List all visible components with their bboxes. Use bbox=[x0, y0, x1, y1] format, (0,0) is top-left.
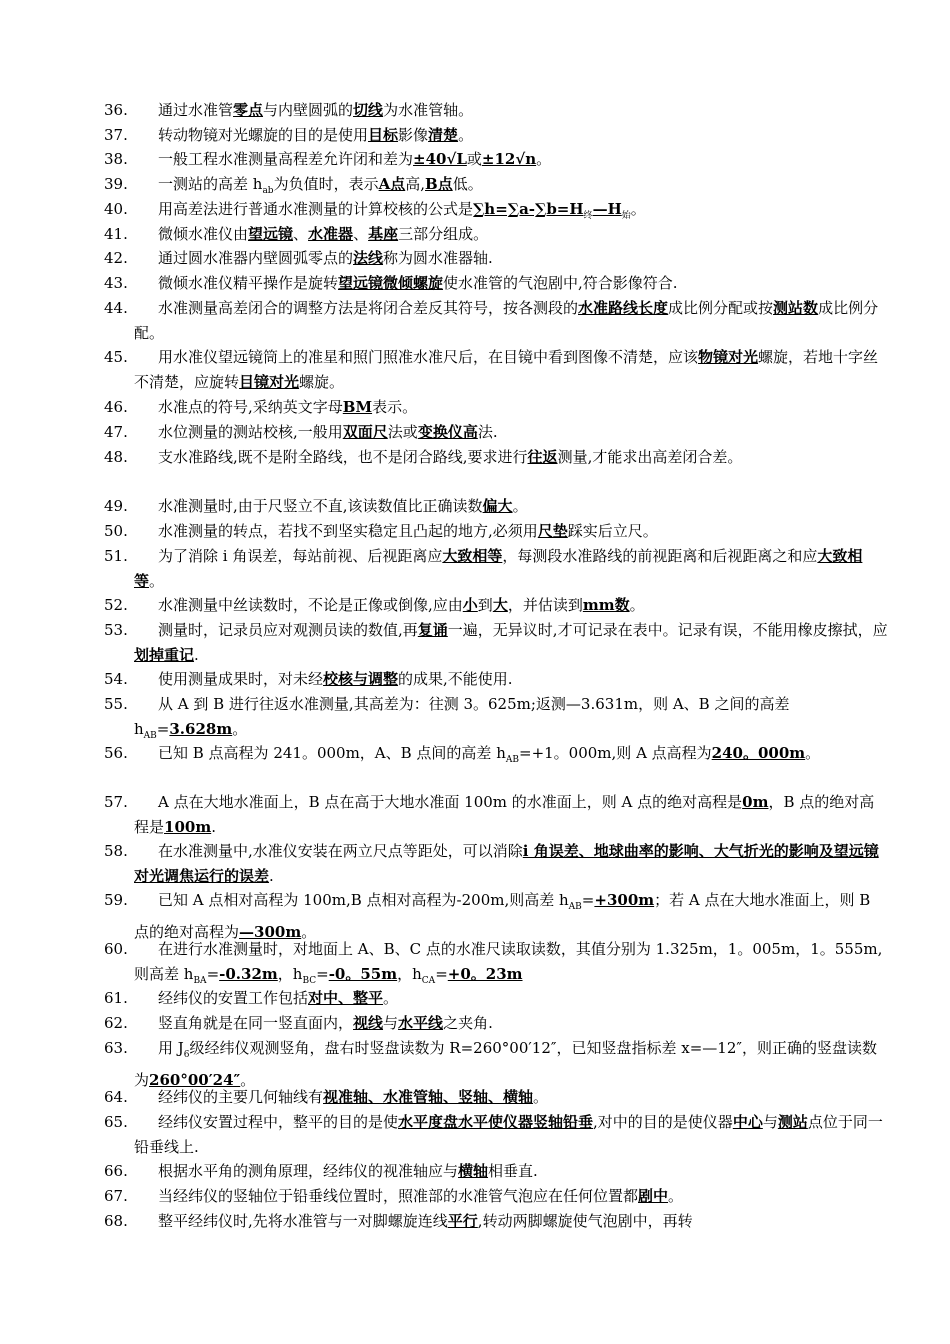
question-text: 一遍，无异议时,才可记录在表中。记录有误，不能用橡皮擦拭，应 bbox=[447, 621, 888, 639]
answer-text: 水平度盘水平使仪器竖轴铅垂 bbox=[398, 1113, 594, 1131]
list-item bbox=[104, 741, 888, 773]
item-text bbox=[158, 522, 658, 540]
question-text: 、 bbox=[293, 225, 309, 243]
question-text: 一般工程水准测量高程差允许闭和差为 bbox=[158, 150, 414, 168]
answer-text: —300m bbox=[239, 922, 302, 941]
question-text: 用高差法进行普通水准测量的计算校核的公式是 bbox=[158, 200, 474, 218]
list-item bbox=[104, 790, 888, 839]
question-text: 微倾水准仪由 bbox=[158, 225, 249, 243]
answer-text: 法线 bbox=[353, 249, 384, 267]
item-number: 39. bbox=[104, 175, 128, 193]
item-number: 44. bbox=[104, 299, 128, 317]
question-text: 已知 A 点相对高程为 100m,B 点相对高程为-200m,则高差 h bbox=[158, 891, 569, 909]
item-number: 53. bbox=[104, 621, 128, 639]
list-item bbox=[104, 888, 888, 944]
item-number: 58. bbox=[104, 842, 128, 860]
answer-text: 测站 bbox=[777, 1113, 808, 1131]
answer-text: 3.628m bbox=[169, 719, 233, 738]
item-number: 46. bbox=[104, 398, 128, 416]
list-item bbox=[104, 1011, 888, 1036]
question-text: . bbox=[269, 866, 274, 885]
item-text bbox=[158, 497, 528, 515]
item-number: 67. bbox=[104, 1187, 128, 1205]
answer-text: 平行 bbox=[447, 1212, 478, 1230]
question-text: 。 bbox=[805, 744, 821, 762]
question-text: 。 bbox=[668, 1187, 684, 1205]
item-text bbox=[158, 989, 398, 1007]
item-number: 57. bbox=[104, 793, 128, 811]
question-text: 相垂直. bbox=[488, 1162, 538, 1180]
item-number: 68. bbox=[104, 1212, 128, 1230]
question-text: ,转动两脚螺旋使气泡剧中，再转 bbox=[477, 1212, 693, 1230]
item-text bbox=[134, 891, 870, 941]
list-item bbox=[104, 98, 888, 123]
item-text bbox=[158, 398, 417, 416]
answer-text: -0。55m bbox=[328, 964, 398, 983]
list-item bbox=[104, 692, 888, 748]
question-text: = bbox=[435, 964, 448, 983]
question-text: . bbox=[194, 645, 199, 664]
question-text: 经纬仪的主要几何轴线有 bbox=[158, 1088, 324, 1106]
answer-text: 校核与调整 bbox=[323, 670, 399, 688]
question-text: 支水准路线,既不是附全路线，也不是闭合路线,要求进行 bbox=[158, 448, 528, 466]
item-text bbox=[158, 175, 483, 196]
question-text: 。 bbox=[232, 719, 248, 738]
answer-text: 大致相等 bbox=[442, 547, 503, 565]
item-number: 47. bbox=[104, 423, 128, 441]
question-text: 竖直角就是在同一竖直面内， bbox=[158, 1014, 354, 1032]
question-text: ，B 点的绝对高程是 bbox=[134, 793, 875, 836]
list-item bbox=[104, 544, 888, 593]
subscript-text: CA bbox=[421, 975, 436, 986]
question-text: 转动物镜对光螺旋的目的是使用 bbox=[158, 126, 369, 144]
question-text: 三部分组成。 bbox=[398, 225, 489, 243]
item-number: 43. bbox=[104, 274, 128, 292]
question-text: 水准测量的转点，若找不到坚实稳定且凸起的地方,必须用 bbox=[158, 522, 538, 540]
subscript-text: 始 bbox=[621, 211, 631, 221]
answer-text: 目标 bbox=[368, 126, 399, 144]
question-text: A 点在大地水准面上，B 点在高于大地水准面 100m 的水准面上，则 A 点的绝对高程是 bbox=[158, 793, 743, 811]
question-text: 。 bbox=[512, 497, 528, 515]
item-text bbox=[134, 547, 862, 590]
answer-text: 横轴 bbox=[458, 1162, 489, 1180]
item-text bbox=[158, 744, 821, 765]
item-number: 50. bbox=[104, 522, 128, 540]
question-text: 与内壁圆弧的 bbox=[263, 101, 354, 119]
question-text: 已知 B 点高程为 241。000m，A、B 点间的高差 h bbox=[158, 744, 506, 762]
question-text: 水准测量高差闭合的调整方法是将闭合差反其符号，按各测段的 bbox=[158, 299, 579, 317]
item-number: 64. bbox=[104, 1088, 128, 1106]
answer-text: 水准路线长度 bbox=[578, 299, 669, 317]
question-text: 整平经纬仪时,先将水准管与一对脚螺旋连线 bbox=[158, 1212, 448, 1230]
list-item bbox=[104, 494, 888, 519]
item-text bbox=[158, 596, 645, 614]
question-text: 。 bbox=[630, 200, 646, 218]
question-text: 表示。 bbox=[372, 398, 418, 416]
question-text: 用水准仪望远镜筒上的准星和照门照准水准尺后，在目镜中看到图像不清楚，应该 bbox=[158, 348, 699, 366]
answer-text: 变换仪高 bbox=[417, 423, 478, 441]
item-number: 60. bbox=[104, 940, 128, 958]
list-item bbox=[104, 1209, 888, 1234]
question-text: 成比例分配或按 bbox=[668, 299, 774, 317]
question-text: = bbox=[156, 719, 170, 738]
item-number: 41. bbox=[104, 225, 128, 243]
subscript-text: AB bbox=[143, 730, 157, 741]
answer-text: 偏大 bbox=[482, 497, 513, 515]
item-text bbox=[134, 299, 878, 342]
question-text: 。 bbox=[458, 126, 474, 144]
question-text: 水准测量时,由于尺竖立不直,该读数值比正确读数 bbox=[158, 497, 483, 515]
question-text: = bbox=[581, 891, 595, 909]
item-number: 59. bbox=[104, 891, 128, 909]
item-text bbox=[134, 621, 888, 664]
list-item bbox=[104, 1184, 888, 1209]
answer-text: 测站数 bbox=[773, 299, 819, 317]
item-number: 55. bbox=[104, 695, 128, 713]
item-text bbox=[134, 695, 790, 741]
question-text: 当经纬仪的竖轴位于铅垂线位置时，照准部的水准管气泡应在任何位置都 bbox=[158, 1187, 639, 1205]
question-text: 从 A 到 B 进行往返水准测量,其高差为：往测 3。625m;返测—3.631m，则 A、B 之间的高差 h bbox=[134, 695, 790, 738]
answer-text: 望远镜 bbox=[248, 225, 294, 243]
item-text bbox=[158, 423, 498, 441]
answer-text: mm数 bbox=[582, 596, 630, 614]
list-item bbox=[104, 147, 888, 172]
question-text: ，每测段水准路线的前视距离和后视距离之和应 bbox=[502, 547, 818, 565]
item-text bbox=[134, 842, 879, 885]
question-text: 成比例分配。 bbox=[134, 299, 879, 342]
list-item bbox=[104, 937, 888, 993]
item-number: 49. bbox=[104, 497, 128, 515]
item-text bbox=[134, 940, 883, 986]
item-text bbox=[158, 1212, 693, 1230]
question-text: 测量,才能求出高差闭合差。 bbox=[557, 448, 743, 466]
question-text: 一测站的高差 h bbox=[158, 175, 263, 193]
list-item bbox=[104, 1110, 888, 1159]
question-text: 为负值时，表示 bbox=[273, 175, 379, 193]
answer-text: 望远镜微倾螺旋 bbox=[338, 274, 444, 292]
item-text bbox=[134, 1113, 883, 1156]
question-text: 点位于同一铅垂线上. bbox=[134, 1113, 883, 1156]
list-item bbox=[104, 345, 888, 394]
list-item bbox=[104, 420, 888, 445]
item-number: 56. bbox=[104, 744, 128, 762]
answer-text: A点 bbox=[378, 175, 406, 193]
answer-text: 大 bbox=[492, 596, 508, 614]
list-item bbox=[104, 519, 888, 544]
question-text: 、 bbox=[353, 225, 369, 243]
item-number: 52. bbox=[104, 596, 128, 614]
answer-text: 切线 bbox=[353, 101, 384, 119]
answer-text: 往返 bbox=[527, 448, 558, 466]
item-text bbox=[158, 249, 493, 267]
answer-text: 240。000m bbox=[711, 744, 806, 762]
question-text: 。 bbox=[240, 1070, 256, 1089]
answer-text: 双面尺 bbox=[342, 423, 388, 441]
answer-text: 大致相等 bbox=[134, 547, 863, 590]
item-number: 45. bbox=[104, 348, 128, 366]
question-text: 水位测量的测站校核,一般用 bbox=[158, 423, 343, 441]
question-text: 与 bbox=[762, 1113, 778, 1131]
list-item bbox=[104, 1159, 888, 1184]
answer-text: —H bbox=[592, 200, 622, 218]
question-text: 。 bbox=[536, 150, 552, 168]
question-text: 到 bbox=[477, 596, 493, 614]
item-text bbox=[134, 793, 874, 836]
list-item bbox=[104, 246, 888, 271]
item-text bbox=[134, 1039, 877, 1089]
item-text bbox=[158, 448, 742, 466]
question-text: 或 bbox=[466, 150, 482, 168]
item-number: 54. bbox=[104, 670, 128, 688]
item-text bbox=[158, 200, 646, 221]
list-item bbox=[104, 445, 888, 470]
question-text: 通过圆水准器内壁圆弧零点的 bbox=[158, 249, 354, 267]
question-text: 影像 bbox=[398, 126, 429, 144]
answer-text: 物镜对光 bbox=[698, 348, 759, 366]
list-item bbox=[104, 839, 888, 888]
answer-text: +300m bbox=[594, 891, 655, 909]
list-item bbox=[104, 986, 888, 1011]
list-item bbox=[104, 1085, 888, 1110]
item-text bbox=[158, 225, 488, 243]
item-text bbox=[158, 126, 473, 144]
answer-text: 清楚 bbox=[428, 126, 459, 144]
answer-text: 尺垫 bbox=[537, 522, 568, 540]
list-item bbox=[104, 667, 888, 692]
list-item bbox=[104, 296, 888, 345]
question-text: 的成果,不能使用. bbox=[398, 670, 513, 688]
question-text: 使用测量成果时，对未经 bbox=[158, 670, 324, 688]
question-text: 称为圆水准器轴. bbox=[383, 249, 493, 267]
answer-text: -0.32m bbox=[219, 964, 278, 983]
answer-text: 水平线 bbox=[398, 1014, 444, 1032]
list-item bbox=[104, 222, 888, 247]
question-text: 水准点的符号,采纳英文字母 bbox=[158, 398, 343, 416]
question-text: 测量时，记录员应对观测员读的数值,再 bbox=[158, 621, 418, 639]
question-text: 之夹角. bbox=[443, 1014, 493, 1032]
answer-text: 水准器 bbox=[308, 225, 354, 243]
item-number: 36. bbox=[104, 101, 128, 119]
question-text: 螺旋，若地十字丝不清楚，应旋转 bbox=[134, 348, 879, 391]
answer-text: 小 bbox=[462, 596, 478, 614]
question-text: 。 bbox=[383, 989, 399, 1007]
item-number: 37. bbox=[104, 126, 128, 144]
list-item bbox=[104, 618, 888, 667]
item-number: 66. bbox=[104, 1162, 128, 1180]
item-number: 63. bbox=[104, 1039, 128, 1057]
question-text: 。 bbox=[533, 1088, 549, 1106]
list-item bbox=[104, 271, 888, 296]
question-text: ，h bbox=[277, 964, 303, 983]
answer-text: i 角误差、地球曲率的影响、大气折光的影响及望远镜对光调焦运行的误差 bbox=[134, 842, 879, 885]
question-text: 根据水平角的测角原理，经纬仪的视准轴应与 bbox=[158, 1162, 459, 1180]
question-text: 法. bbox=[477, 423, 498, 441]
answer-text: 零点 bbox=[233, 101, 264, 119]
question-text: ，h bbox=[397, 964, 422, 983]
list-item bbox=[104, 593, 888, 618]
question-text: 踩实后立尺。 bbox=[567, 522, 658, 540]
item-number: 65. bbox=[104, 1113, 128, 1131]
answer-text: ±40√L bbox=[413, 150, 467, 168]
question-text: = bbox=[316, 964, 329, 983]
question-text: 用 J bbox=[158, 1039, 184, 1057]
question-text: 。 bbox=[629, 596, 645, 614]
subscript-text: BA bbox=[193, 975, 207, 986]
question-text: 在水准测量中,水准仪安装在两立尺点等距处，可以消除 bbox=[158, 842, 523, 860]
question-text: 微倾水准仪精平操作是旋转 bbox=[158, 274, 339, 292]
question-text: ，并估读到 bbox=[507, 596, 583, 614]
list-item bbox=[104, 1036, 888, 1092]
question-text: 级经纬仪观测竖角，盘右时竖盘读数为 R=260°00′12″，已知竖盘指标差 x=—12″，则正确的竖盘读数为 bbox=[134, 1039, 877, 1089]
subscript-text: AB bbox=[568, 902, 582, 912]
answer-text: 对中、整平 bbox=[308, 989, 384, 1007]
question-text: = bbox=[206, 964, 220, 983]
answer-text: ±12√n bbox=[481, 150, 537, 168]
answer-text: 划掉重记 bbox=[134, 645, 195, 664]
item-text bbox=[134, 348, 878, 391]
answer-text: +0。23m bbox=[447, 964, 523, 983]
question-text: 经纬仪的安置工作包括 bbox=[158, 989, 309, 1007]
answer-text: BM bbox=[342, 398, 373, 416]
subscript-text: BC bbox=[302, 975, 317, 986]
question-text: 法或 bbox=[387, 423, 418, 441]
question-text: =+1。000m,则 A 点高程为 bbox=[519, 744, 712, 762]
question-text: 使水准管的气泡剧中,符合影像符合. bbox=[443, 274, 678, 292]
question-text: 水准测量中丝读数时，不论是正像或倒像,应由 bbox=[158, 596, 463, 614]
answer-text: 剧中 bbox=[638, 1187, 669, 1205]
item-number: 48. bbox=[104, 448, 128, 466]
answer-text: 复诵 bbox=[417, 621, 448, 639]
question-text: . bbox=[211, 817, 216, 836]
question-text: 通过水准管 bbox=[158, 101, 234, 119]
item-number: 51. bbox=[104, 547, 128, 565]
item-number: 61. bbox=[104, 989, 128, 1007]
subscript-text: AB bbox=[505, 755, 519, 765]
item-text bbox=[158, 1014, 493, 1032]
question-text: 螺旋。 bbox=[299, 372, 345, 391]
subscript-text: ab bbox=[262, 186, 274, 196]
question-text: 。 bbox=[301, 922, 317, 941]
answer-text: 视线 bbox=[353, 1014, 384, 1032]
answer-text: B点 bbox=[425, 175, 453, 193]
question-text: 为了消除 i 角误差，每站前视、后视距离应 bbox=[158, 547, 443, 565]
item-number: 62. bbox=[104, 1014, 128, 1032]
item-text bbox=[158, 150, 551, 168]
question-text: 低。 bbox=[452, 175, 483, 193]
question-text: 高, bbox=[405, 175, 426, 193]
answer-text: 中心 bbox=[732, 1113, 763, 1131]
item-number: 40. bbox=[104, 200, 128, 218]
item-text bbox=[158, 1088, 548, 1106]
subscript-text: 终 bbox=[583, 211, 593, 221]
item-text bbox=[158, 670, 513, 688]
question-text: 与 bbox=[383, 1014, 399, 1032]
list-item bbox=[104, 395, 888, 420]
item-text bbox=[158, 1162, 538, 1180]
answer-text: 目镜对光 bbox=[239, 372, 300, 391]
question-text: ；若 A 点在大地水准面上，则 B 点的绝对高程为 bbox=[134, 891, 871, 941]
answer-text: 基座 bbox=[368, 225, 399, 243]
answer-text: 100m bbox=[164, 817, 212, 836]
answer-text: ∑h=∑a-∑b=H bbox=[473, 200, 584, 218]
item-number: 38. bbox=[104, 150, 128, 168]
item-text bbox=[158, 274, 678, 292]
question-text: 经纬仪安置过程中，整平的目的是使 bbox=[158, 1113, 399, 1131]
question-text: 。 bbox=[149, 571, 165, 590]
item-text bbox=[158, 101, 473, 119]
item-number: 42. bbox=[104, 249, 128, 267]
item-text bbox=[158, 1187, 683, 1205]
subscript-text: 6 bbox=[183, 1050, 190, 1060]
answer-text: 视准轴、水准管轴、竖轴、横轴 bbox=[323, 1088, 534, 1106]
answer-text: 260°00′24″ bbox=[149, 1070, 241, 1089]
question-text: ,对中的目的是使仪器 bbox=[593, 1113, 733, 1131]
list-item bbox=[104, 123, 888, 148]
question-text: 为水准管轴。 bbox=[383, 101, 474, 119]
answer-text: 0m bbox=[742, 793, 769, 811]
question-text: 在进行水准测量时，对地面上 A、B、C 点的水准尺读取读数，其值分别为 1.325m，1。005m，1。555m,则高差 h bbox=[134, 940, 883, 983]
